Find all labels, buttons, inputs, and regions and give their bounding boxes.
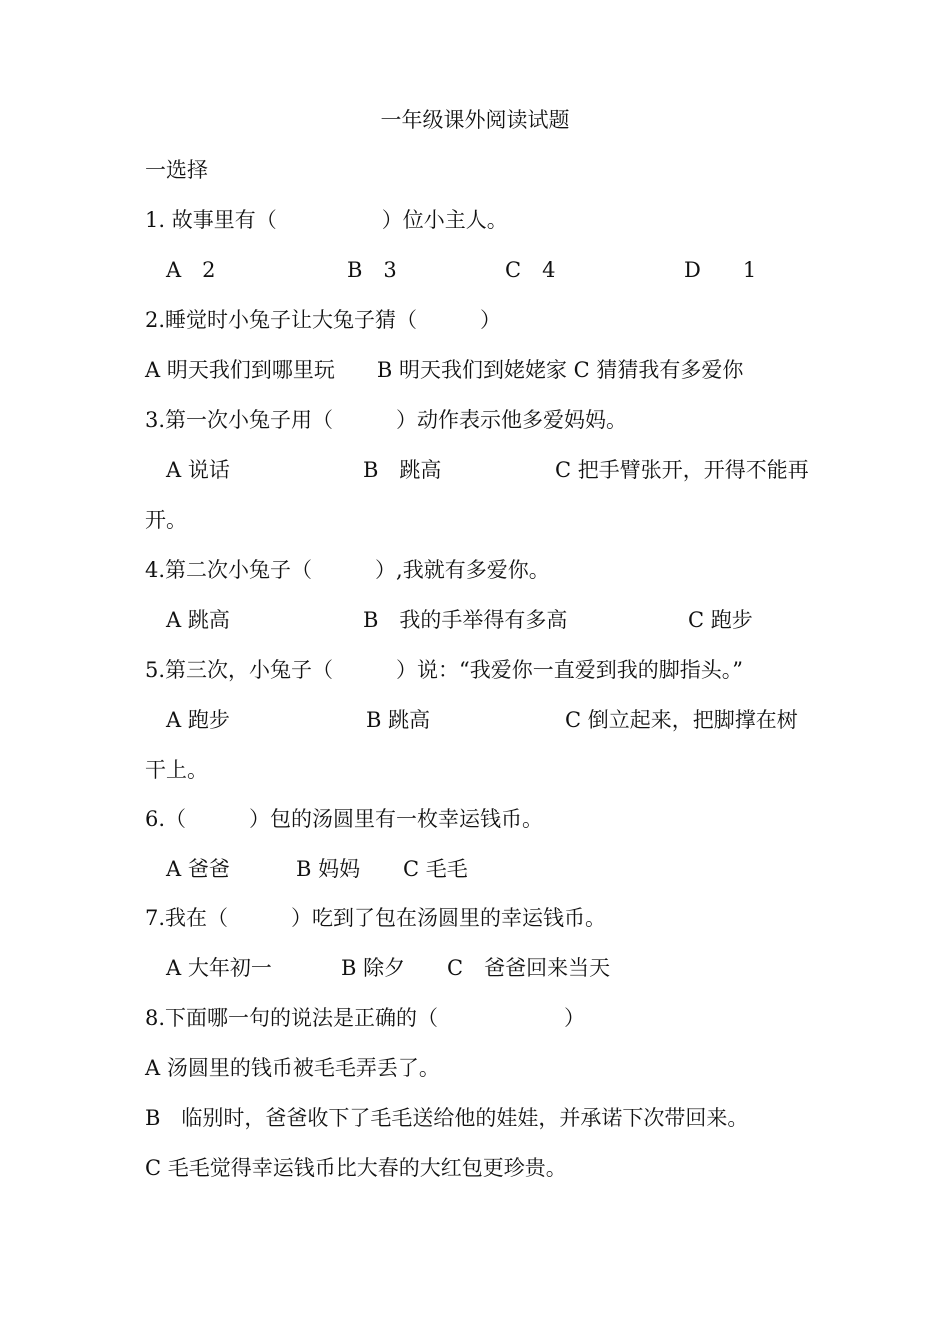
question-4-option-b: B 我的手举得有多高 <box>363 608 568 632</box>
question-5-option-a: A 跑步 <box>166 708 230 732</box>
page-title: 一年级课外阅读试题 <box>380 108 570 132</box>
question-7-option-c: C 爸爸回来当天 <box>447 956 611 980</box>
question-1-option-b: B 3 <box>347 258 397 282</box>
question-3-stem: 3.第一次小兔子用（ ）动作表示他多爱妈妈。 <box>145 408 628 432</box>
question-7-option-b: B 除夕 <box>341 956 406 980</box>
question-6-stem: 6.（ ）包的汤圆里有一枚幸运钱币。 <box>145 807 544 831</box>
question-8-option-a: A 汤圆里的钱币被毛毛弄丢了。 <box>145 1056 440 1080</box>
question-4-stem: 4.第二次小兔子（ ）,我就有多爱你。 <box>145 558 550 582</box>
question-7-stem: 7.我在（ ）吃到了包在汤圆里的幸运钱币。 <box>145 906 607 930</box>
question-4-option-a: A 跳高 <box>166 608 230 632</box>
section-heading: 一选择 <box>145 158 208 182</box>
question-7-option-a: A 大年初一 <box>166 956 272 980</box>
question-6-option-b: B 妈妈 <box>296 857 361 881</box>
question-3-option-c-continued: 开。 <box>145 508 187 532</box>
question-4-option-c: C 跑步 <box>688 608 753 632</box>
question-6-option-a: A 爸爸 <box>166 857 230 881</box>
question-8-stem: 8.下面哪一句的说法是正确的（ ） <box>145 1006 586 1030</box>
question-2-stem: 2.睡觉时小兔子让大兔子猜（ ） <box>145 308 502 332</box>
question-8-option-b: B 临别时，爸爸收下了毛毛送给他的娃娃，并承诺下次带回来。 <box>145 1106 749 1130</box>
question-3-option-b: B 跳高 <box>363 458 442 482</box>
question-6-option-c: C 毛毛 <box>403 857 468 881</box>
question-1-option-d: D 1 <box>684 258 757 282</box>
question-3-option-a: A 说话 <box>166 458 230 482</box>
question-3-option-c: C 把手臂张开，开得不能再 <box>555 458 809 482</box>
question-1-option-a: A 2 <box>166 258 216 282</box>
question-1-option-c: C 4 <box>505 258 556 282</box>
question-5-stem: 5.第三次，小兔子（ ）说：“我爱你一直爱到我的脚指头。” <box>145 658 744 682</box>
question-5-option-b: B 跳高 <box>366 708 431 732</box>
question-1-stem: 1. 故事里有（ ）位小主人。 <box>145 208 508 232</box>
question-5-option-c-continued: 干上。 <box>145 758 208 782</box>
question-2-options: A 明天我们到哪里玩 B 明天我们到姥姥家 C 猜猜我有多爱你 <box>145 358 744 382</box>
question-5-option-c: C 倒立起来，把脚撑在树 <box>565 708 798 732</box>
question-8-option-c: C 毛毛觉得幸运钱币比大春的大红包更珍贵。 <box>145 1156 567 1180</box>
